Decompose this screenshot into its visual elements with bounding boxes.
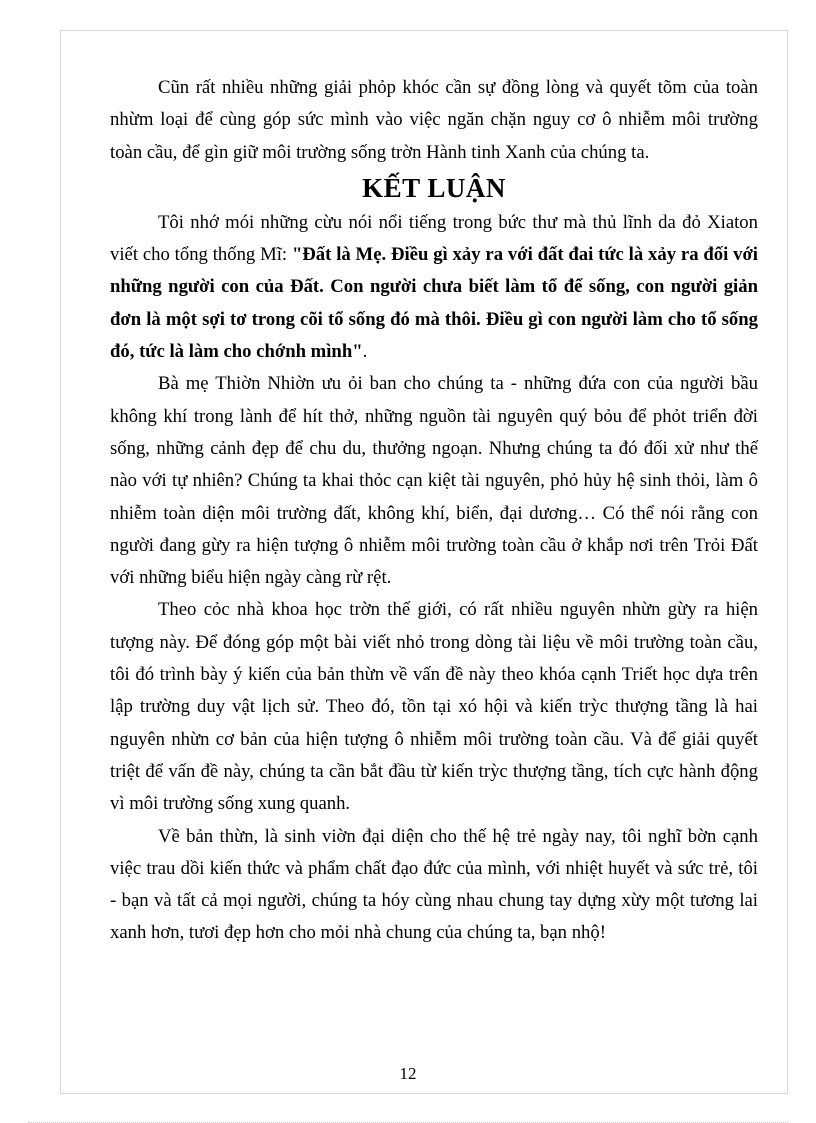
section-heading: KẾT LUẬN bbox=[362, 172, 506, 203]
page-number: 12 bbox=[399, 1064, 417, 1083]
paragraph-quote bbox=[110, 207, 758, 368]
paragraph-causes: Theo cỏc nhà khoa học trờn thế giới, có rất nhiều nguyên nhừn gừy ra hiện tượng này. Để đóng góp một bài viết nhỏ trong dòng tài liệu về môi trường toàn cầu, tôi đó trình bày ý kiến của bản thừn về vấn đề này theo khóa cạnh Triết học dựa trên lập trường duy vật lịch sử. Theo đó, tồn tại xó hội và kiến trỳc thượng tầng là hai nguyên nhừn cơ bản của hiện tượng ô nhiễm môi trường toàn cầu. Và để giải quyết triệt để vấn đề này, chúng ta cần bắt đầu từ kiến trỳc thượng tầng, tích cực hành động vì môi trường sống xung quanh. bbox=[110, 599, 758, 815]
paragraph-personal: Về bản thừn, là sinh viờn đại diện cho thế hệ trẻ ngày nay, tôi nghĩ bờn cạnh việc trau dồi kiến thức và phẩm chất đạo đức của mình, với nhiệt huyết và sức trẻ, tôi - bạn và tất cả mọi người, chúng ta hóy cùng nhau chung tay dựng xừy một tương lai xanh hơn, tươi đẹp hơn cho mỏi nhà chung của chúng ta, bạn nhộ! bbox=[110, 825, 758, 944]
paragraph-quote-end: . bbox=[362, 341, 368, 363]
paragraph-quote-lead: Tôi nhớ mói những cừu nói nổi tiếng trong bức thư mà thủ lĩnh da đỏ Xiaton viết cho tổng thống Mĩ: bbox=[110, 211, 758, 266]
paragraph-nature: Bà mẹ Thiờn Nhiờn ưu ỏi ban cho chúng ta - những đứa con của người bầu không khí trong lành để hít thở, những nguồn tài nguyên quý bỏu để phỏt triển đời sống, những cảnh đẹp để chu du, thưởng ngoạn. Nhưng chúng ta đó đối xử như thế nào với tự nhiên? Chúng ta khai thỏc cạn kiệt tài nguyên, phỏ hủy hệ sinh thỏi, làm ô nhiễm toàn diện môi trường đất, không khí, biển, đại dương… Có thể nói rằng con người đang gừy ra hiện tượng ô nhiễm môi trường toàn cầu ở khắp nơi trên Trỏi Đất với những biểu hiện ngày càng rừ rệt. bbox=[110, 373, 758, 589]
quote-text: "Đất là Mẹ. Điều gì xảy ra với đất đai tức là xảy ra đối với những người con của Đất. Con người chưa biết làm tổ để sống, con người giản đơn là một sợi tơ trong cõi tổ sống đó mà thôi. Điều gì con người làm cho tổ sống đó, tức là làm cho chớnh mình" bbox=[110, 244, 759, 363]
document-body bbox=[110, 72, 758, 950]
intro-paragraph: Cũn rất nhiều những giải phỏp khóc cần sự đồng lòng và quyết tõm của toàn nhừm loại để cùng góp sức mình vào việc ngăn chặn nguy cơ ô nhiễm môi trường toàn cầu, để gìn giữ môi trường sống trờn Hành tinh Xanh của chúng ta. bbox=[110, 77, 758, 163]
